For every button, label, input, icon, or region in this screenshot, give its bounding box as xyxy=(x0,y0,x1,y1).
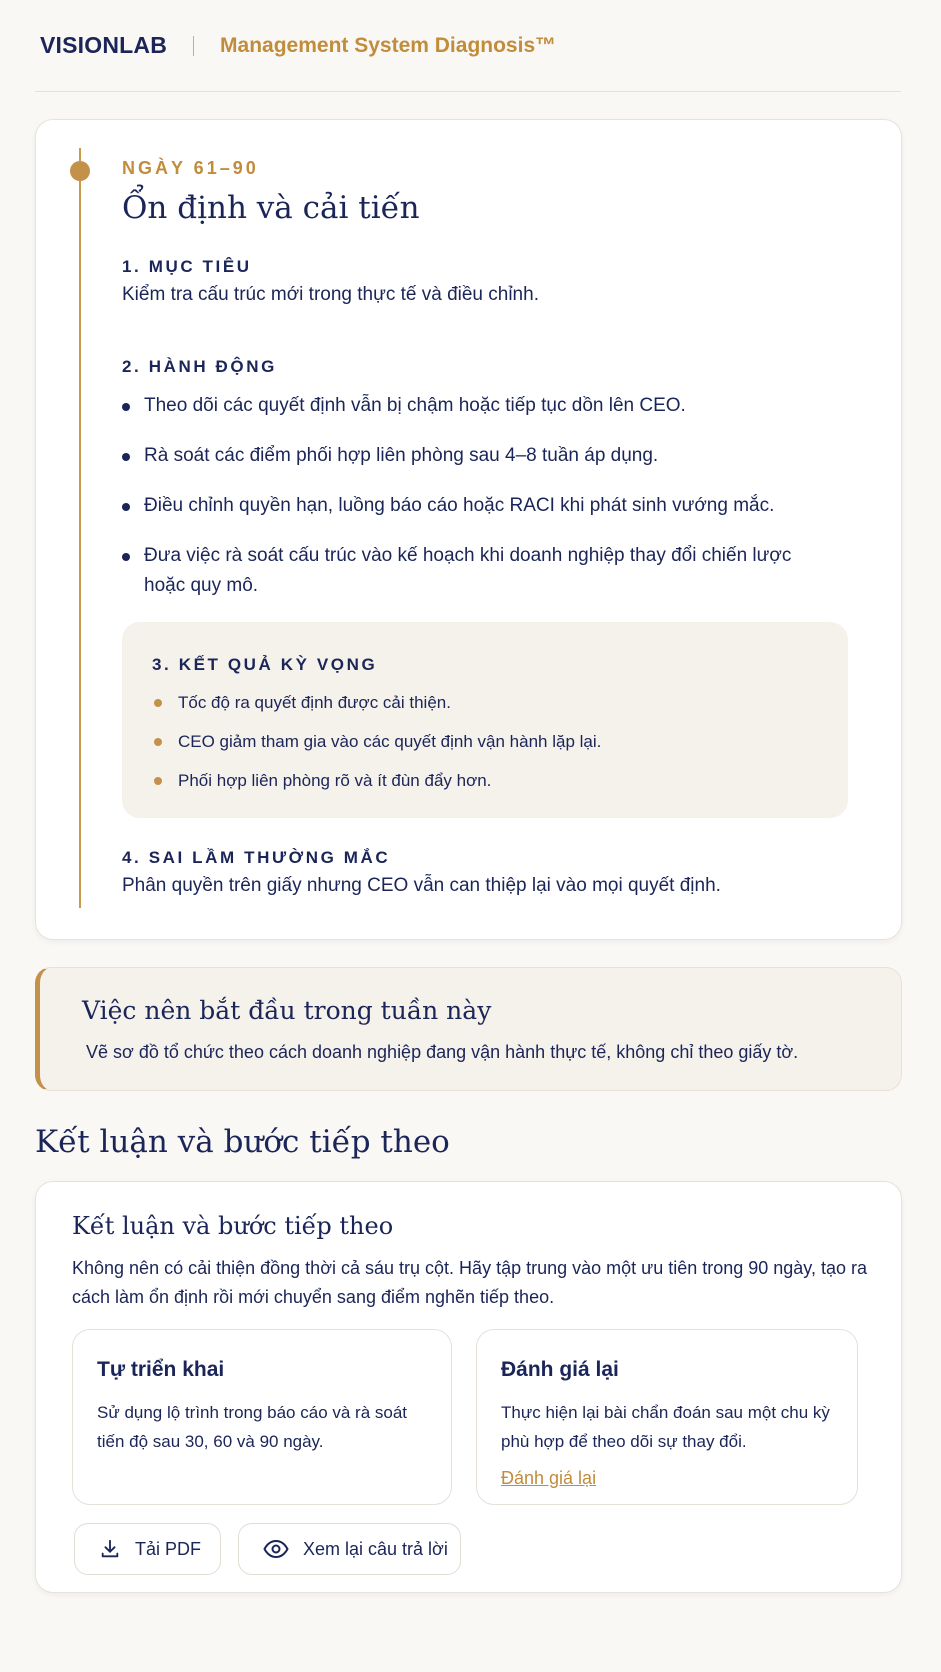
start-title: Việc nên bắt đầu trong tuần này xyxy=(82,996,492,1025)
reassess-card xyxy=(476,1329,858,1505)
bullet-icon xyxy=(122,503,130,511)
conclusion-title: Kết luận và bước tiếp theo xyxy=(72,1212,394,1240)
reassess-title: Đánh giá lại xyxy=(501,1358,619,1381)
review-answers-label: Xem lại câu trả lời xyxy=(303,1538,448,1559)
brand-logo[interactable]: VISIONLAB xyxy=(40,32,168,58)
header-divider xyxy=(193,36,194,56)
phase-title: Ổn định và cải tiến xyxy=(122,190,420,226)
download-pdf-button[interactable] xyxy=(74,1523,221,1575)
mistakes-heading: 4. SAI LẦM THƯỜNG MẮC xyxy=(122,848,391,867)
bullet-icon xyxy=(154,777,162,785)
bullet-icon xyxy=(122,553,130,561)
list-item xyxy=(122,541,822,601)
list-item xyxy=(152,768,601,793)
actions-list xyxy=(122,391,822,621)
conclusion-text: Không nên có cải thiện đồng thời cả sáu trụ cột. Hãy tập trung vào một ưu tiên trong 90 ngày, tạo ra cách làm ổn định rồi mới chuyển sang điểm nghẽn tiếp theo. xyxy=(72,1258,868,1307)
mistakes-text: Phân quyền trên giấy nhưng CEO vẫn can thiệp lại vào mọi quyết định. xyxy=(122,875,721,896)
bullet-icon xyxy=(122,453,130,461)
list-item xyxy=(152,690,601,715)
goal-heading: 1. MỤC TIÊU xyxy=(122,257,252,276)
results-list xyxy=(152,690,601,807)
list-item xyxy=(122,391,822,421)
eye-icon xyxy=(263,1538,289,1560)
actions-heading: 2. HÀNH ĐỘNG xyxy=(122,357,277,376)
goal-text: Kiểm tra cấu trúc mới trong thực tế và điều chỉnh. xyxy=(122,284,539,305)
conclusion-card xyxy=(35,1181,902,1593)
action-text: Rà soát các điểm phối hợp liên phòng sau 4–8 tuần áp dụng. xyxy=(144,445,659,466)
download-pdf-label: Tải PDF xyxy=(135,1538,202,1559)
phase-label: NGÀY 61–90 xyxy=(122,158,259,178)
self-implement-text: Sử dụng lộ trình trong báo cáo và rà soát tiến độ sau 30, 60 và 90 ngày. xyxy=(97,1403,408,1451)
list-item xyxy=(152,729,601,754)
timeline-line xyxy=(79,148,81,908)
action-text: Theo dõi các quyết định vẫn bị chậm hoặc tiếp tục dồn lên CEO. xyxy=(144,395,686,416)
bullet-icon xyxy=(154,699,162,707)
self-implement-card xyxy=(72,1329,452,1505)
result-text: Tốc độ ra quyết định được cải thiện. xyxy=(178,693,451,712)
download-icon xyxy=(99,1538,121,1560)
reassess-link[interactable]: Đánh giá lại xyxy=(501,1468,597,1488)
action-text: Điều chỉnh quyền hạn, luồng báo cáo hoặc RACI khi phát sinh vướng mắc. xyxy=(144,495,775,516)
bullet-icon xyxy=(122,403,130,411)
expected-results-box xyxy=(122,622,848,818)
product-name: Management System Diagnosis™ xyxy=(220,33,557,57)
result-text: Phối hợp liên phòng rõ và ít đùn đẩy hơn. xyxy=(178,771,492,790)
bullet-icon xyxy=(154,738,162,746)
section-title: Kết luận và bước tiếp theo xyxy=(35,1124,450,1160)
self-implement-title: Tự triển khai xyxy=(97,1358,225,1381)
list-item xyxy=(122,441,822,471)
reassess-text: Thực hiện lại bài chẩn đoán sau một chu kỳ phù hợp để theo dõi sự thay đổi. xyxy=(501,1403,830,1451)
phase-card xyxy=(35,119,902,940)
start-text: Vẽ sơ đồ tổ chức theo cách doanh nghiệp đang vận hành thực tế, không chỉ theo giấy tờ. xyxy=(86,1042,799,1062)
action-text: Đưa việc rà soát cấu trúc vào kế hoạch khi doanh nghiệp thay đổi chiến lược hoặc quy mô. xyxy=(144,545,792,596)
timeline-dot xyxy=(70,161,90,181)
list-item xyxy=(122,491,822,521)
result-text: CEO giảm tham gia vào các quyết định vận hành lặp lại. xyxy=(178,732,602,751)
review-answers-button[interactable] xyxy=(238,1523,461,1575)
top-header xyxy=(35,0,901,92)
start-this-week-box xyxy=(35,967,902,1091)
results-heading: 3. KẾT QUẢ KỲ VỌNG xyxy=(152,655,378,674)
